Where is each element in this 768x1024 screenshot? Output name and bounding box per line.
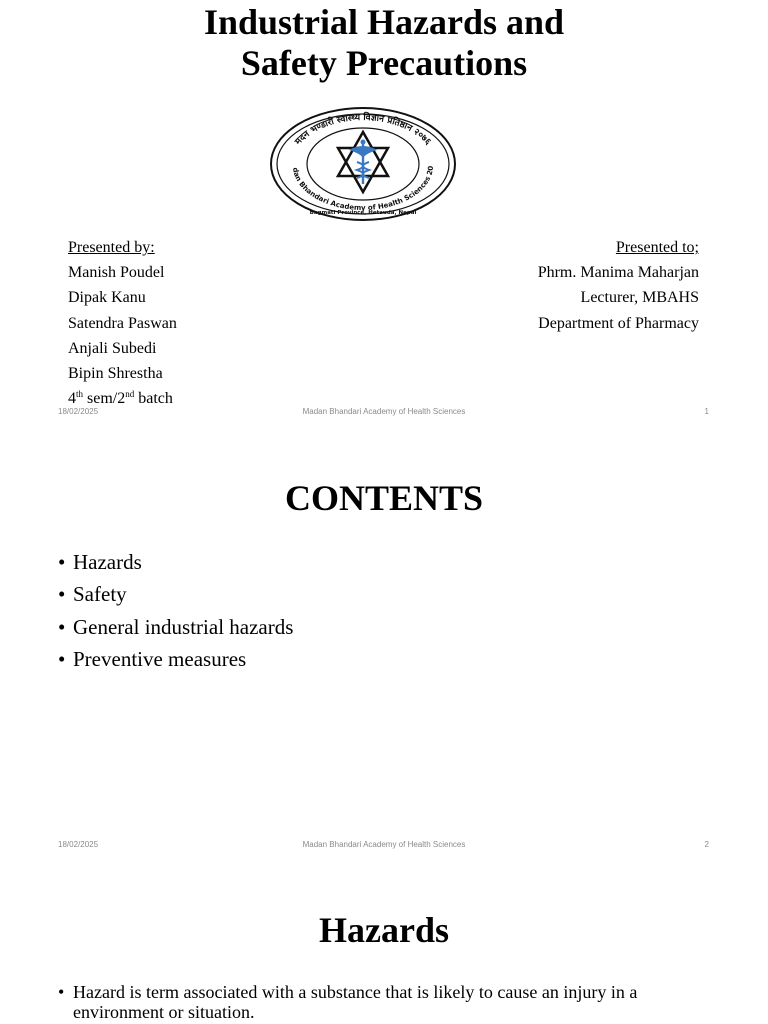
slide-2 — [0, 433, 768, 866]
logo-bottom-text: dan Bhandari Academy of Health Sciences 20 — [290, 165, 436, 213]
presented-by-heading: Presented by: — [68, 239, 155, 256]
presented-to-block — [538, 235, 699, 336]
presenter-name: Bipin Shrestha — [68, 365, 163, 383]
logo-location-text: Bagmati Province, Hetauda, Nepal — [309, 210, 417, 216]
hazards-list — [58, 982, 698, 1022]
contents-list — [58, 546, 293, 675]
contents-title: CONTENTS — [284, 478, 484, 518]
presented-by-block — [68, 235, 177, 411]
list-item: • Safety — [58, 578, 293, 610]
slide-footer — [0, 840, 768, 852]
presenter-name: Anjali Subedi — [68, 339, 157, 357]
footer-institution: Madan Bhandari Academy of Health Sciences — [302, 840, 466, 849]
presented-to-line: Phrm. Manima Maharjan — [537, 264, 699, 282]
presenter-name: Dipak Kanu — [68, 289, 146, 307]
slide-3 — [0, 866, 768, 1024]
title-line-2: Safety Precautions — [240, 43, 528, 83]
slide-1 — [0, 0, 768, 433]
presented-to-line: Lecturer, MBAHS — [580, 289, 699, 307]
list-item: • Hazards — [58, 546, 293, 578]
footer-date: 18/02/2025 — [58, 840, 99, 849]
title-line-1: Industrial Hazards and — [203, 2, 565, 42]
footer-page-number: 1 — [704, 407, 709, 416]
academy-logo — [269, 106, 457, 222]
footer-page-number: 2 — [704, 840, 709, 849]
presenter-name: Satendra Paswan — [68, 314, 177, 332]
batch-info: 4th sem/2nd batch — [68, 389, 173, 408]
list-item: • General industrial hazards — [58, 611, 293, 643]
hazards-title: Hazards — [319, 910, 449, 950]
footer-institution: Madan Bhandari Academy of Health Sciences — [302, 407, 466, 416]
presented-to-line: Department of Pharmacy — [538, 314, 699, 332]
presented-to-heading: Presented to; — [615, 239, 699, 256]
list-item: • Hazard is term associated with a substance that is likely to cause an injury in a environment or situation. — [58, 982, 698, 1022]
title — [0, 2, 768, 84]
logo-top-text: मदन भण्डारी स्वास्थ्य विज्ञान प्रतिष्ठान २०७६ — [293, 112, 433, 148]
footer-date: 18/02/2025 — [58, 407, 99, 416]
list-item: • Preventive measures — [58, 643, 293, 675]
slide-footer — [0, 407, 768, 419]
presenter-name: Manish Poudel — [68, 264, 165, 282]
